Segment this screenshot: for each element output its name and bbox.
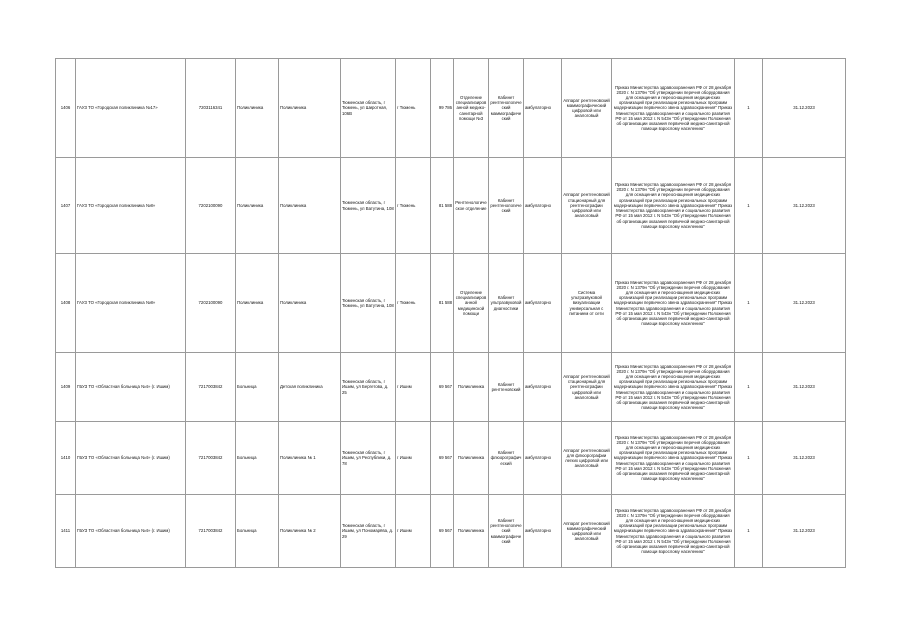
facility-type: Поликлиника xyxy=(236,254,279,353)
organization-name: ГБУЗ ТО «Областная больница №4» (г. Ишим) xyxy=(76,422,186,495)
row-number: 1408 xyxy=(56,254,76,353)
subdivision: Поликлиника xyxy=(279,59,341,158)
row-number: 1406 xyxy=(56,59,76,158)
organization-name: ГБУЗ ТО «Областная больница №4» (г. Ишим) xyxy=(76,353,186,422)
code: 69 567 xyxy=(431,353,454,422)
address: Тюменская область, г Ишим, ул Республики, д. 78 xyxy=(341,422,396,495)
table-row xyxy=(56,353,846,422)
facility-type: Больница xyxy=(236,353,279,422)
city: г Ишим xyxy=(396,495,431,568)
city: г Тюмень xyxy=(396,158,431,254)
equipment: Аппарат рентгеновский стационарный для рентгенографии цифровой или аналоговый xyxy=(562,158,612,254)
code: 81 588 xyxy=(431,254,454,353)
equipment-table xyxy=(55,58,846,568)
inn: 7202100090 xyxy=(186,254,236,353)
city: г Тюмень xyxy=(396,254,431,353)
quantity: 1 xyxy=(735,59,763,158)
table-row xyxy=(56,158,846,254)
row-number: 1409 xyxy=(56,353,76,422)
legal-basis: Приказ Министерства здравоохранения РФ от 28 декабря 2020 г. N 1379н "Об утверждении перечня оборудования для оснащения и переоснащения медицинских организаций при реализации региональных программ модернизации первичного звена здравоохранения" Приказ Министерства здравоохранения и социального развития РФ от 15 мая 2012 г. N 543н "Об утверждении Положения об организации оказания первичной медико-санитарной помощи взрослому населению" xyxy=(612,158,735,254)
department: Поликлиника xyxy=(454,422,489,495)
row-number: 1407 xyxy=(56,158,76,254)
table-row xyxy=(56,254,846,353)
quantity: 1 xyxy=(735,495,763,568)
organization-name: ГБУЗ ТО «Областная больница №4» (г. Ишим) xyxy=(76,495,186,568)
legal-basis: Приказ Министерства здравоохранения РФ от 28 декабря 2020 г. N 1379н "Об утверждении перечня оборудования для оснащения и переоснащения медицинских организаций при реализации региональных программ модернизации первичного звена здравоохранения" Приказ Министерства здравоохранения и социального развития РФ от 15 мая 2012 г. N 543н "Об утверждении Положения об организации оказания первичной медико-санитарной помощи взрослому населению" xyxy=(612,422,735,495)
code: 69 567 xyxy=(431,422,454,495)
city: г Ишим xyxy=(396,353,431,422)
address: Тюменская область, г Тюмень, ул Ватутина, 108 xyxy=(341,254,396,353)
legal-basis: Приказ Министерства здравоохранения РФ от 28 декабря 2020 г. N 1379н "Об утверждении перечня оборудования для оснащения и переоснащения медицинских организаций при реализации региональных программ модернизации первичного звена здравоохранения" Приказ Министерства здравоохранения и социального развития РФ от 15 мая 2012 г. N 543н "Об утверждении Положения об организации оказания первичной медико-санитарной помощи взрослому населению" xyxy=(612,495,735,568)
equipment: Аппарат рентгеновский маммографический цифровой или аналоговый xyxy=(562,59,612,158)
subdivision: Поликлиника № 1 xyxy=(279,422,341,495)
room: Кабинет рентгенологический маммографический xyxy=(489,495,524,568)
table-row xyxy=(56,59,846,158)
legal-basis: Приказ Министерства здравоохранения РФ от 28 декабря 2020 г. N 1379н "Об утверждении перечня оборудования для оснащения и переоснащения медицинских организаций при реализации региональных программ модернизации первичного звена здравоохранения" Приказ Министерства здравоохранения и социального развития РФ от 15 мая 2012 г. N 543н "Об утверждении Положения об организации оказания первичной медико-санитарной помощи взрослому населению" xyxy=(612,59,735,158)
due-date: 31.12.2023 xyxy=(763,422,846,495)
quantity: 1 xyxy=(735,353,763,422)
facility-type: Поликлиника xyxy=(236,158,279,254)
city: г Тюмень xyxy=(396,59,431,158)
department: Поликлиника xyxy=(454,495,489,568)
equipment: Аппарат рентгеновский стационарный для рентгенографии цифровой или аналоговый xyxy=(562,353,612,422)
room: Кабинет рентгенологический маммографический xyxy=(489,59,524,158)
legal-basis: Приказ Министерства здравоохранения РФ от 28 декабря 2020 г. N 1379н "Об утверждении перечня оборудования для оснащения и переоснащения медицинских организаций при реализации региональных программ модернизации первичного звена здравоохранения" Приказ Министерства здравоохранения и социального развития РФ от 15 мая 2012 г. N 543н "Об утверждении Положения об организации оказания первичной медико-санитарной помощи взрослому населению" xyxy=(612,254,735,353)
due-date: 31.12.2023 xyxy=(763,353,846,422)
equipment: Система ультразвуковой визуализации универсальная с питанием от сети xyxy=(562,254,612,353)
room: Кабинет ультразвуковой диагностики xyxy=(489,254,524,353)
subdivision: Детская поликлиника xyxy=(279,353,341,422)
organization-name: ГАУЗ ТО «Городская поликлиника №8» xyxy=(76,158,186,254)
due-date: 31.12.2023 xyxy=(763,158,846,254)
care-form: амбулаторно xyxy=(524,353,562,422)
row-number: 1411 xyxy=(56,495,76,568)
subdivision: Поликлиника № 2 xyxy=(279,495,341,568)
table-row xyxy=(56,422,846,495)
due-date: 31.12.2023 xyxy=(763,495,846,568)
subdivision: Поликлиника xyxy=(279,254,341,353)
organization-name: ГАУЗ ТО «Городская поликлиника №8» xyxy=(76,254,186,353)
care-form: амбулаторно xyxy=(524,495,562,568)
organization-name: ГАУЗ ТО «Городская поликлиника №17» xyxy=(76,59,186,158)
due-date: 31.12.2023 xyxy=(763,254,846,353)
row-number: 1410 xyxy=(56,422,76,495)
address: Тюменская область, г Тюмень, ул Ватутина, 108 xyxy=(341,158,396,254)
code: 69 567 xyxy=(431,495,454,568)
city: г Ишим xyxy=(396,422,431,495)
room: Кабинет рентгеновский xyxy=(489,353,524,422)
code: 99 786 xyxy=(431,59,454,158)
inn: 7217003842 xyxy=(186,353,236,422)
inn: 7203116341 xyxy=(186,59,236,158)
quantity: 1 xyxy=(735,254,763,353)
quantity: 1 xyxy=(735,158,763,254)
care-form: амбулаторно xyxy=(524,59,562,158)
room: Кабинет рентгенологический xyxy=(489,158,524,254)
due-date: 31.12.2023 xyxy=(763,59,846,158)
quantity: 1 xyxy=(735,422,763,495)
equipment: Аппарат рентгеновский для флюорографии легких цифровой или аналоговый xyxy=(562,422,612,495)
department: Отделение специализированной медицинской помощи xyxy=(454,254,489,353)
facility-type: Больница xyxy=(236,495,279,568)
room: Кабинет флюорографический xyxy=(489,422,524,495)
department: Поликлиника xyxy=(454,353,489,422)
table-row xyxy=(56,495,846,568)
facility-type: Поликлиника xyxy=(236,59,279,158)
facility-type: Больница xyxy=(236,422,279,495)
care-form: амбулаторно xyxy=(524,158,562,254)
address: Тюменская область, г Тюмень, ул Широтная, 106В xyxy=(341,59,396,158)
address: Тюменская область, г Ишим, ул Бергетова, д. 25 xyxy=(341,353,396,422)
code: 81 588 xyxy=(431,158,454,254)
care-form: амбулаторно xyxy=(524,422,562,495)
department: Отделение специализированной медико-санитарной помощи №3 xyxy=(454,59,489,158)
equipment: Аппарат рентгеновский маммографический цифровой или аналоговый xyxy=(562,495,612,568)
address: Тюменская область, г Ишим, ул Пономарёва, д. 29 xyxy=(341,495,396,568)
inn: 7217003842 xyxy=(186,495,236,568)
inn: 7217003842 xyxy=(186,422,236,495)
subdivision: Поликлиника xyxy=(279,158,341,254)
care-form: амбулаторно xyxy=(524,254,562,353)
legal-basis: Приказ Министерства здравоохранения РФ от 28 декабря 2020 г. N 1379н "Об утверждении перечня оборудования для оснащения и переоснащения медицинских организаций при реализации региональных программ модернизации первичного звена здравоохранения" Приказ Министерства здравоохранения и социального развития РФ от 15 мая 2012 г. N 543н "Об утверждении Положения об организации оказания первичной медико-санитарной помощи взрослому населению" xyxy=(612,353,735,422)
department: Рентгенологическое отделение xyxy=(454,158,489,254)
inn: 7202100090 xyxy=(186,158,236,254)
